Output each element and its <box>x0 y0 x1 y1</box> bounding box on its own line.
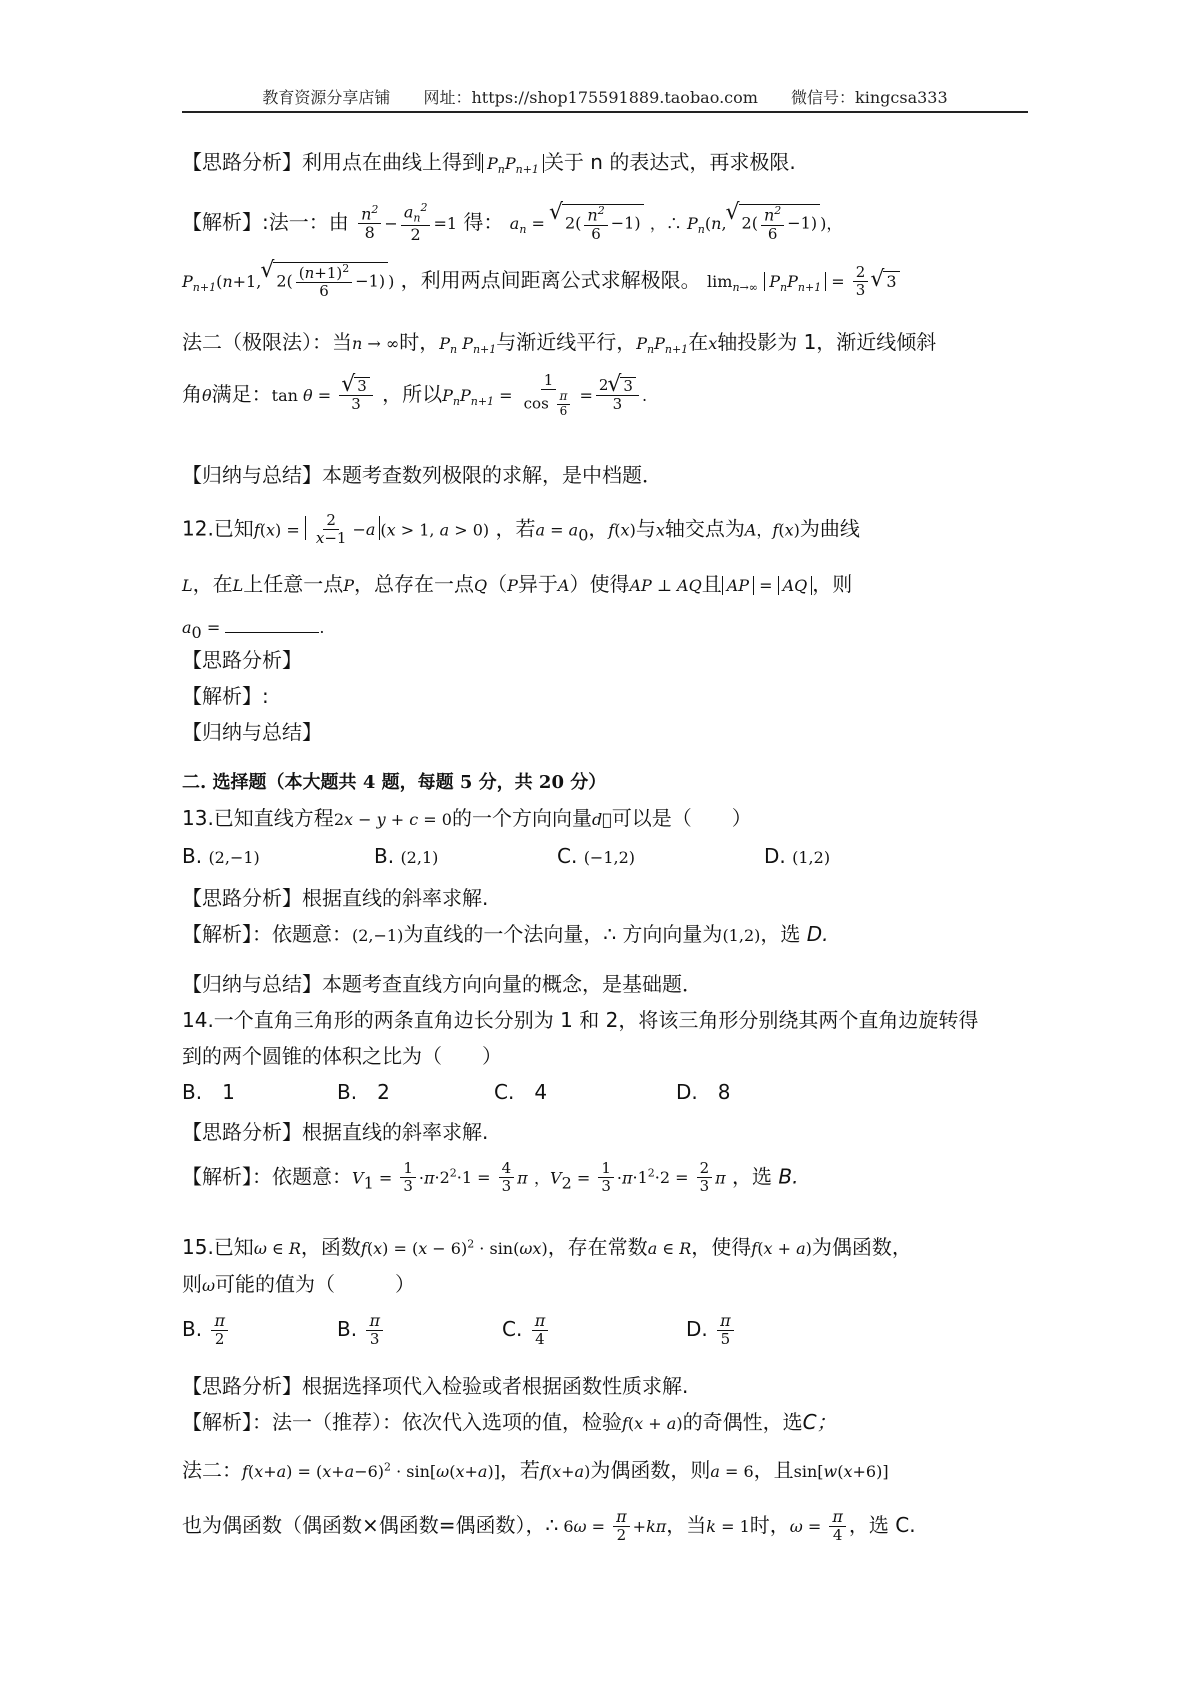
q15-stem-line2: 则ω可能的值为（ ） <box>182 1272 416 1296</box>
shop-name: 教育资源分享店铺 <box>262 88 391 107</box>
q11-method2-line2: 角θ满足：tan θ = √ $\frac{3}{3}$ ，所以$P_nP_{n+1}$ = 1 cos $\frac{\pi}{6}$ = $\frac{2√ 3}{3}$ . <box>182 372 647 419</box>
q15-solution-2: 法二：$f(x+a) = (x+a-6)^2 \cdot \sin[\omega(x+a)]$，若f(x+a)为偶函数，则a = 6，且sin[w(x+6)] <box>182 1458 889 1482</box>
q13-option-3: C. (−1,2) <box>557 844 636 868</box>
q15-solution-1: 【解析】：法一（推荐）：依次代入选项的值，检验f(x + a)的奇偶性，选C； <box>182 1410 837 1434</box>
q15-analysis: 【思路分析】根据选择项代入检验或者根据函数性质求解. <box>182 1374 689 1398</box>
header-divider <box>182 111 1028 113</box>
q13-summary: 【归纳与总结】本题考查直线方向向量的概念，是基础题． <box>182 972 702 996</box>
section-title: 二. 选择题（本大题共 4 题，每题 5 分，共 20 分） <box>182 772 607 793</box>
q15-option-2: B. $\frac{\pi}{3}$ <box>337 1312 386 1349</box>
q14-option-3: C. 4 <box>494 1080 548 1104</box>
q13-analysis: 【思路分析】根据直线的斜率求解. <box>182 886 489 910</box>
q15-option-4: D. $\frac{\pi}{5}$ <box>686 1312 737 1349</box>
q11-solution-point2: $P_{n+1}(n+1,√$ 2( $\frac{(n+1)^2}{6}$ −1) ) ，利用两点间距离公式求解极限。 $\lim_{n\to\infty} P_nP_{n+1}$ = $\frac{2}{3}$ √ 3 <box>182 262 900 301</box>
q14-option-1: B. 1 <box>182 1080 235 1104</box>
q13-stem: 13.已知直线方程2x − y + c = 0的一个方向向量d⃗可以是（ ） <box>182 806 752 830</box>
q15-stem-line1: 15.已知ω ∈ R，函数$f(x) = (x - 6)^2 \cdot \sin(\omega x)$，存在常数a ∈ R，使得f(x + a)为偶函数， <box>182 1235 912 1259</box>
q12-answer-blank: $a_0$ = . <box>182 614 324 643</box>
q14-option-4: D. 8 <box>676 1080 731 1104</box>
shop-url: 网址：https://shop175591889.taobao.com <box>423 88 758 107</box>
q14-solution: 【解析】：依题意：$V_1$ = $\frac{1}{3}$ $\cdot\pi\cdot 2^2\cdot 1$ = $\frac{4}{3}$ π ，$V_2$ = $\frac{1}{3}$ $\cdot\pi\cdot 1^2\cdot 2$ = $\frac{2}{3}$ π ，选 B. <box>182 1159 799 1196</box>
q12-stem-line2: L，在L上任意一点P，总存在一点Q（P异于A）使得AP ⊥ AQ且 AP = AQ ，则 <box>182 572 853 596</box>
q11-analysis: 【思路分析】利用点在曲线上得到 $P_nP_{n+1}$ 关于 n 的表达式，再求极限. <box>182 150 796 177</box>
q14-analysis: 【思路分析】根据直线的斜率求解. <box>182 1120 489 1144</box>
q12-stem-line1: 12.已知f(x) = $\frac{2}{x-1}$ −a (x > 1, a > 0) ，若$a = a_0$，f(x)与x轴交点为A，f(x)为曲线 <box>182 511 860 548</box>
wechat-id: 微信号：kingcsa333 <box>791 88 948 107</box>
answer-blank <box>225 614 319 633</box>
q13-solution: 【解析】：依题意：(2,−1)为直线的一个法向量，∴ 方向向量为(1,2)，选 D. <box>182 922 829 946</box>
q11-method2-line1: 法二（极限法）：当n → ∞时，$P_n$ $P_{n+1}$与渐近线平行，$P_nP_{n+1}$在x轴投影为 1，渐近线倾斜 <box>182 330 937 357</box>
q15-option-3: C. $\frac{\pi}{4}$ <box>502 1312 551 1349</box>
q13-option-2: B. (2,1) <box>374 844 439 868</box>
q14-option-2: B. 2 <box>337 1080 390 1104</box>
q13-option-4: D. (1,2) <box>764 844 831 868</box>
q11-summary: 【归纳与总结】本题考查数列极限的求解，是中档题． <box>182 463 662 487</box>
q14-stem-line1: 14.一个直角三角形的两条直角边长分别为 1 和 2，将该三角形分别绕其两个直角边旋转得 <box>182 1008 979 1032</box>
q14-stem-line2: 到的两个圆锥的体积之比为（ ） <box>182 1044 502 1068</box>
q12-analysis-label: 【思路分析】 <box>182 648 302 672</box>
q12-solution-label: 【解析】: <box>182 684 269 708</box>
page-header <box>182 88 1028 108</box>
q12-summary-label: 【归纳与总结】 <box>182 720 322 744</box>
q13-option-1: B. (2,−1) <box>182 844 260 868</box>
q15-solution-3: 也为偶函数（偶函数×偶函数=偶函数），∴ 6ω = $\frac{\pi}{2}$ +kπ，当k = 1时，ω = $\frac{\pi}{4}$ ，选 C. <box>182 1507 916 1545</box>
q11-solution-method1: 【解析】:法一：由 $\frac{n^2}{8}$ − $\frac{a_n^2}{2}$ =1 得： $a_n$ = √ 2( $\frac{n^2}{6}$ −1) ，∴ $P_n(n,√$ 2( $\frac{n^2}{6}$ −1) )， <box>182 202 842 245</box>
q15-option-1: B. $\frac{\pi}{2}$ <box>182 1312 231 1349</box>
